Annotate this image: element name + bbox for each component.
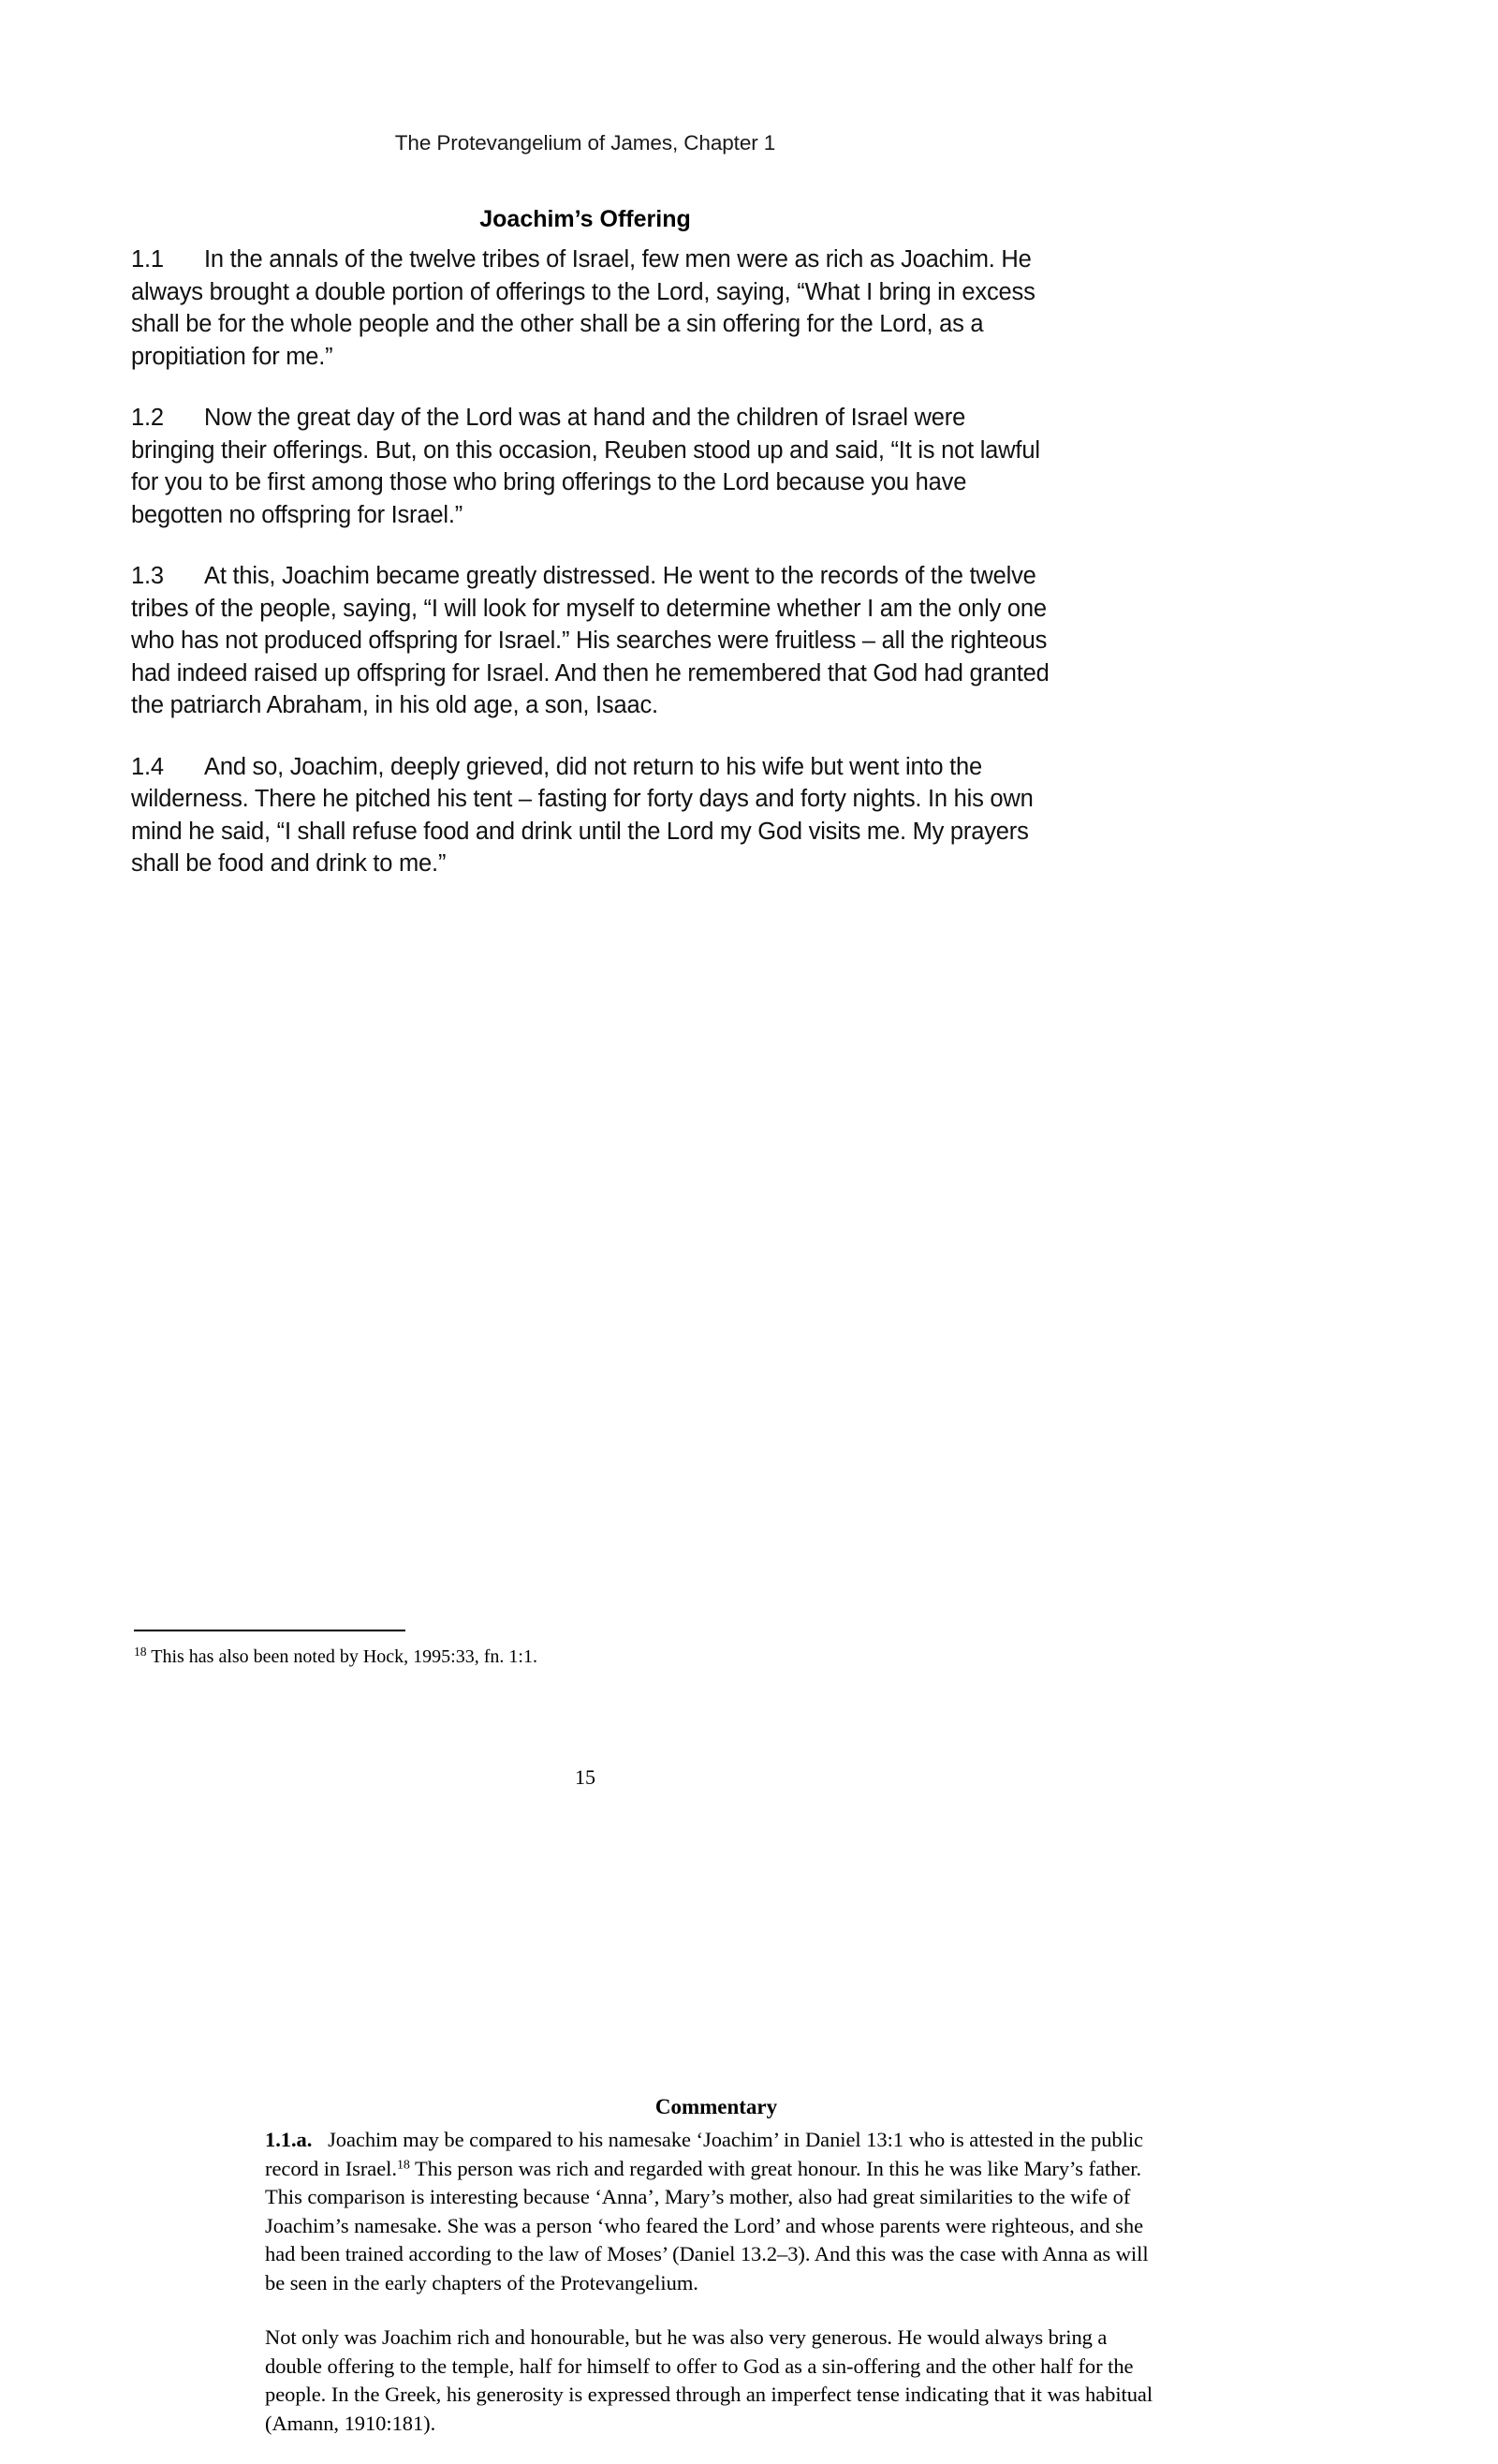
footnote-marker: 18: [134, 1645, 147, 1660]
page-number: 15: [575, 1765, 595, 1789]
commentary-text-before-note: Joachim may be compared to his namesake ‘Joachim’ in Daniel 13:1 who is attested in the public record in Israel.: [265, 2128, 1143, 2180]
verse-text: And so, Joachim, deeply grieved, did not return to his wife but went into the wilderness. There he pitched his tent – fasting for forty days and forty nights. In his own mind he said, “I shall refuse food and drink until the Lord my God visits me. My prayers shall be food and drink to me.”: [131, 753, 1034, 877]
verse-paragraph: [131, 402, 1053, 531]
verse-number: 1.4: [131, 753, 164, 780]
commentary-text: Not only was Joachim rich and honourable, but he was also very generous. He would always bring a double offering to the temple, half for himself to offer to God as a sin-offering and the other half for the people. In the Greek, his generosity is expressed through an imperfect tense indicating that it was habitual (Amann, 1910:181).: [265, 2325, 1153, 2435]
commentary-section: [265, 2126, 1168, 2464]
footnote-body: This has also been noted by Hock, 1995:33, fn. 1:1.: [151, 1646, 537, 1667]
verse-paragraph: [131, 243, 1053, 373]
verse-text: At this, Joachim became greatly distressed. He went to the records of the twelve tribes of the people, saying, “I will look for myself to determine whether I am the only one who has not produced offspring for Israel.” His searches were fruitless – all the righteous had indeed raised up offspring for Israel. And then he remembered that God had granted the patriarch Abraham, in his old age, a son, Isaac.: [131, 563, 1050, 718]
verse-text: Now the great day of the Lord was at hand and the children of Israel were bringing their offerings. But, on this occasion, Reuben stood up and said, “It is not lawful for you to be first among those who bring offerings to the Lord because you have begotten no offspring for Israel.”: [131, 405, 1040, 528]
verse-paragraph: [131, 560, 1053, 722]
verse-number: 1.1: [131, 246, 164, 273]
commentary-text-after-note: This person was rich and regarded with great honour. In this he was like Mary’s father. This comparison is interesting because ‘Anna’, Mary’s mother, also had great similarities to the wife of Joachim’s namesake. She was a person ‘who feared the Lord’ and whose parents were righteous, and she had been trained according to the law of Moses’ (Daniel 13.2–3). And this was the case with Anna as will be seen in the early chapters of the Protevangelium.: [265, 2156, 1149, 2294]
commentary-paragraph-label: 1.1.a.: [265, 2128, 313, 2151]
footnote-reference-marker[interactable]: 18: [396, 2157, 410, 2172]
commentary-heading: Commentary: [654, 2095, 778, 2119]
verse-number: 1.2: [131, 405, 164, 431]
commentary-paragraph: [265, 2126, 1168, 2297]
footnote-separator-rule: [134, 1630, 405, 1631]
footnote-area: [134, 1630, 1037, 1670]
footnote-entry: [134, 1645, 1037, 1670]
verse-text: In the annals of the twelve tribes of Israel, few men were as rich as Joachim. He always brought a double portion of offerings to the Lord, saying, “What I bring in excess shall be for the whole people and the other shall be a sin offering for the Lord, as a propitiation for me.”: [131, 246, 1035, 370]
running-header: The Protevangelium of James, Chapter 1: [394, 131, 776, 155]
verse-paragraph: [131, 751, 1053, 880]
verse-number: 1.3: [131, 563, 164, 589]
commentary-paragraph: [265, 2324, 1168, 2438]
page-title: Joachim’s Offering: [479, 205, 691, 232]
